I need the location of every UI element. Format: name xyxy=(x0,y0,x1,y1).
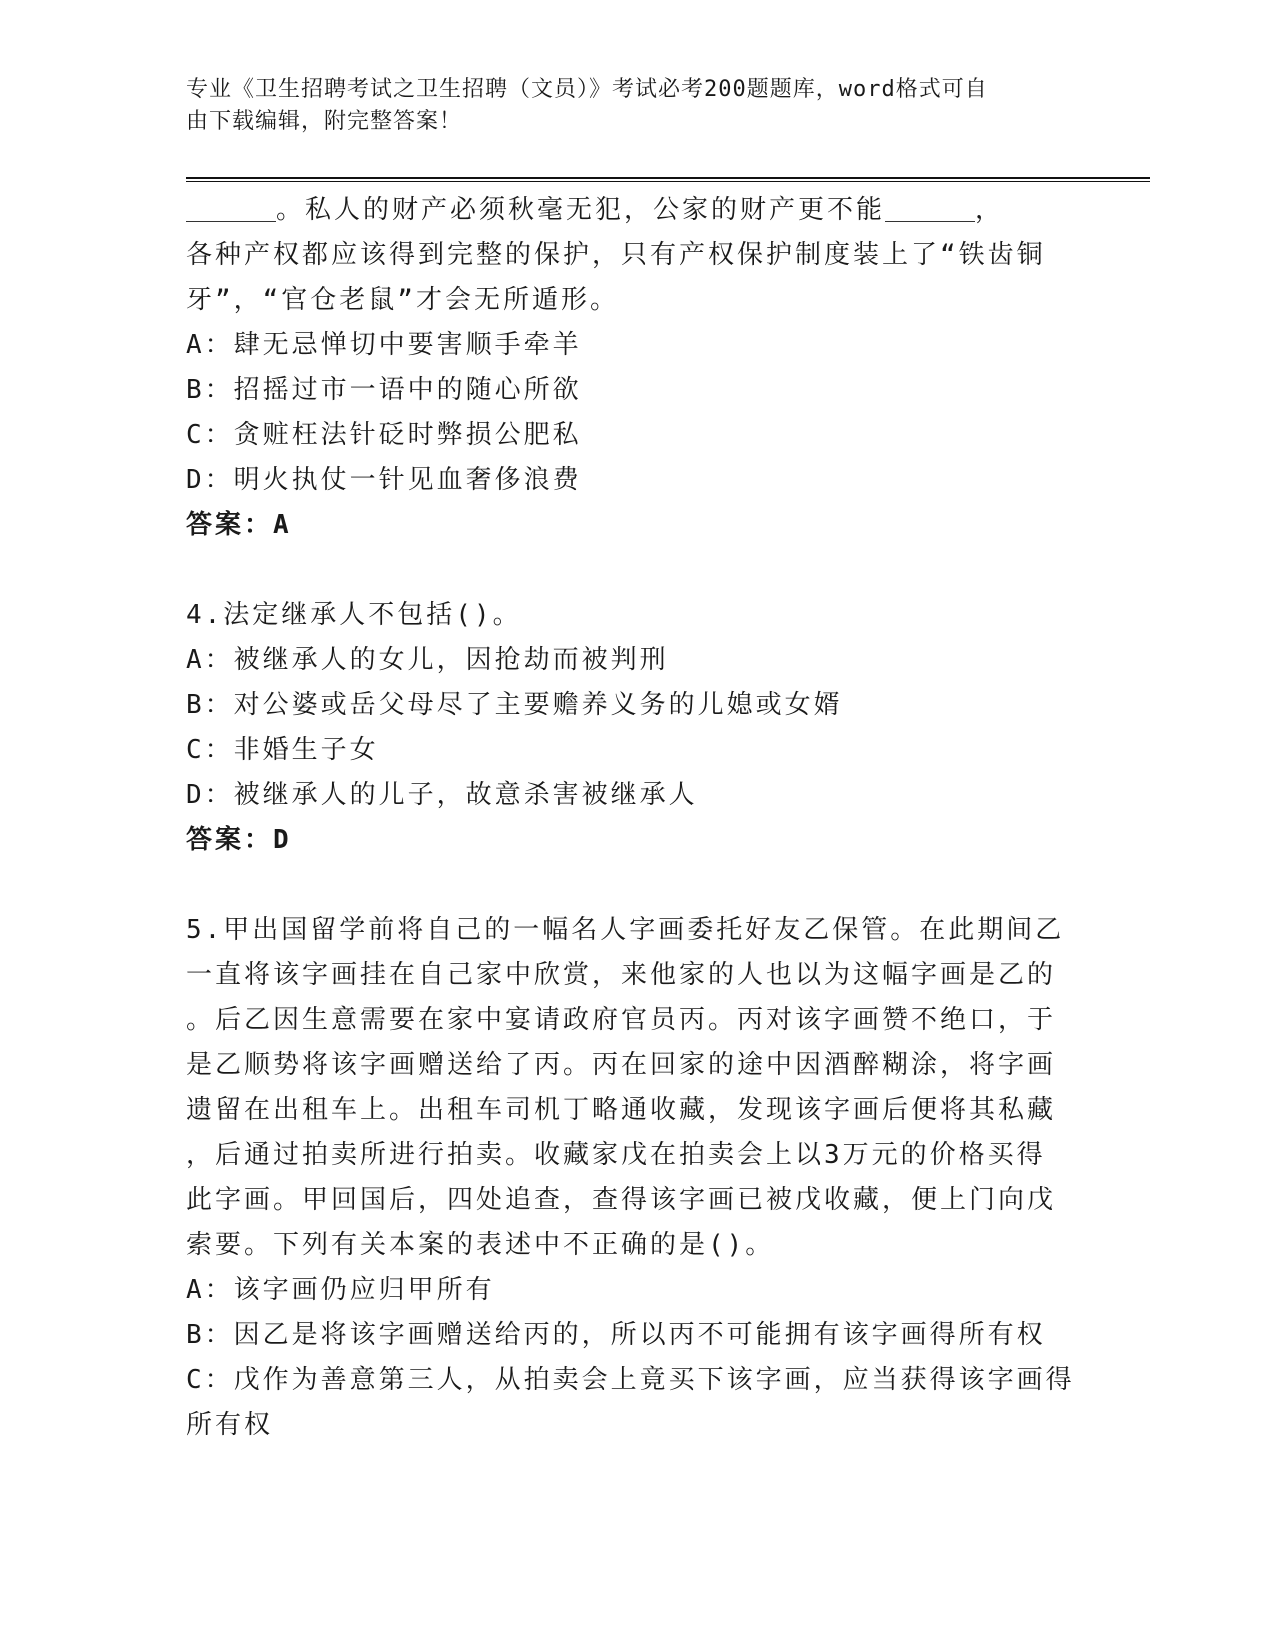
q3-answer: 答案：A xyxy=(186,510,292,540)
q5-option-c: C：戊作为善意第三人，从拍卖会上竟买下该字画，应当获得该字画得 xyxy=(186,1365,1075,1395)
q3-stem-line-1-end: ， xyxy=(975,195,1005,225)
q3-stem-line-2: 各种产权都应该得到完整的保护，只有产权保护制度装上了“铁齿铜 xyxy=(186,240,1046,270)
q4-option-b: B：对公婆或岳父母尽了主要赡养义务的儿媳或女婿 xyxy=(186,690,843,720)
q5-stem-line-6: ，后通过拍卖所进行拍卖。收藏家戊在拍卖会上以3万元的价格买得 xyxy=(186,1140,1046,1170)
spacer xyxy=(186,548,1086,593)
q3-option-a: A：肆无忌惮切中要害顺手牵羊 xyxy=(186,330,582,360)
q5-option-a: A：该字画仍应归甲所有 xyxy=(186,1275,495,1305)
question-content xyxy=(186,188,1086,1448)
q4-option-a: A：被继承人的女儿，因抢劫而被判刑 xyxy=(186,645,669,675)
q3-option-b: B：招摇过市一语中的随心所欲 xyxy=(186,375,582,405)
q4-option-c: C：非婚生子女 xyxy=(186,735,379,765)
header-rule-thin xyxy=(186,181,1150,182)
q3-stem-line-1-text: 。私人的财产必须秋毫无犯，公家的财产更不能 xyxy=(276,195,886,225)
q3-option-d: D：明火执仗一针见血奢侈浪费 xyxy=(186,465,582,495)
q5-stem-line-7: 此字画。甲回国后，四处追查，查得该字画已被戊收藏，便上门向戊 xyxy=(186,1185,1057,1215)
q4-option-d: D：被继承人的儿子，故意杀害被继承人 xyxy=(186,780,698,810)
header-rule-thick xyxy=(186,177,1150,179)
q5-option-b: B：因乙是将该字画赠送给丙的，所以丙不可能拥有该字画得所有权 xyxy=(186,1320,1046,1350)
q3-stem-line-3: 牙”，“官仓老鼠”才会无所遁形。 xyxy=(186,285,619,315)
q5-stem-line-3: 。后乙因生意需要在家中宴请政府官员丙。丙对该字画赞不绝口，于 xyxy=(186,1005,1057,1035)
q5-option-c-continued: 所有权 xyxy=(186,1410,274,1440)
spacer xyxy=(186,863,1086,908)
q4-answer: 答案：D xyxy=(186,825,292,855)
document-header xyxy=(186,74,1066,138)
q5-stem-line-4: 是乙顺势将该字画赠送给了丙。丙在回家的途中因酒醉糊涂，将字画 xyxy=(186,1050,1057,1080)
q5-stem-line-5: 遗留在出租车上。出租车司机丁略通收藏，发现该字画后便将其私藏 xyxy=(186,1095,1057,1125)
q5-stem-line-8: 索要。下列有关本案的表述中不正确的是()。 xyxy=(186,1230,775,1260)
q5-stem-line-1: 5.甲出国留学前将自己的一幅名人字画委托好友乙保管。在此期间乙 xyxy=(186,915,1065,945)
q5-stem-line-2: 一直将该字画挂在自己家中欣赏，来他家的人也以为这幅字画是乙的 xyxy=(186,960,1057,990)
fill-blank-2 xyxy=(885,195,975,222)
header-title-line-2: 由下载编辑，附完整答案！ xyxy=(186,109,463,134)
fill-blank-1 xyxy=(186,195,276,222)
q3-stem-line-1 xyxy=(186,188,1086,233)
q4-stem: 4.法定继承人不包括()。 xyxy=(186,600,522,630)
header-title-line-1: 专业《卫生招聘考试之卫生招聘（文员）》考试必考200题题库，word格式可自 xyxy=(186,77,988,102)
q3-option-c: C：贪赃枉法针砭时弊损公肥私 xyxy=(186,420,582,450)
